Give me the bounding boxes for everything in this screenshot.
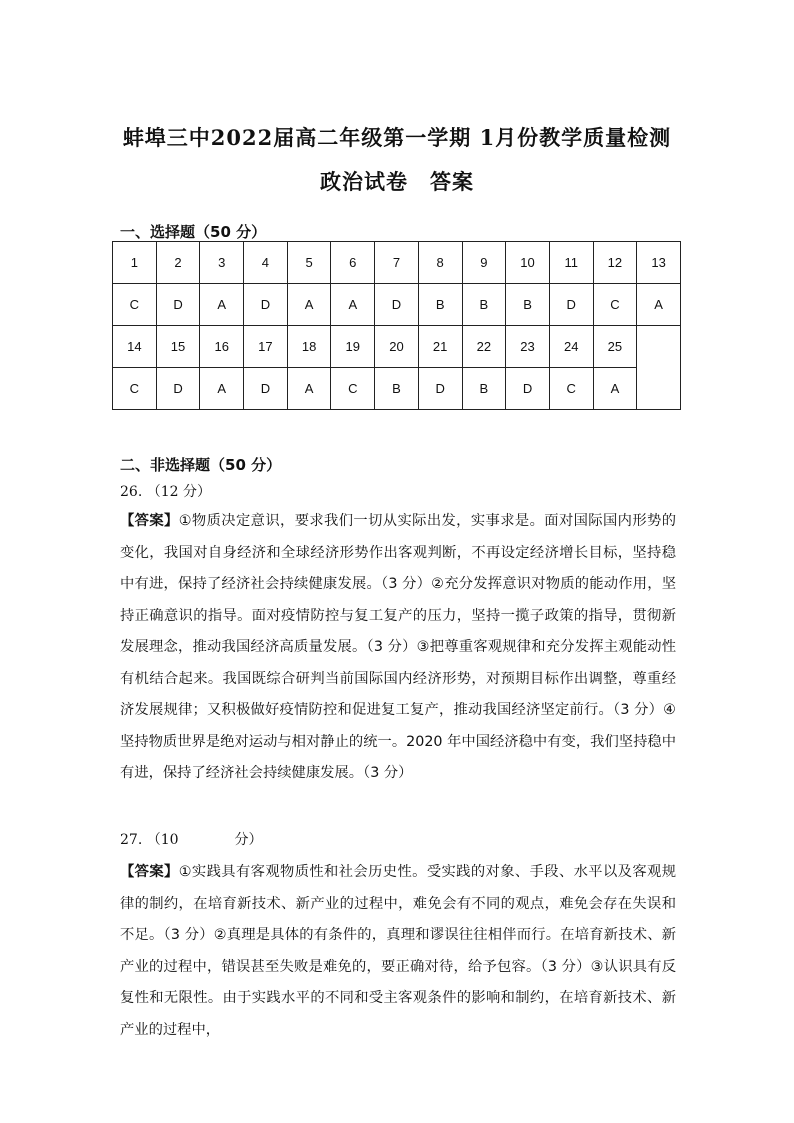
answer-tag: 【答案】 — [120, 513, 179, 529]
table-cell: 6 — [331, 242, 375, 284]
table-cell: A — [287, 368, 331, 410]
table-cell: D — [506, 368, 550, 410]
multiple-choice-answer-table — [112, 241, 681, 410]
table-cell: B — [506, 284, 550, 326]
table-cell: 8 — [418, 242, 462, 284]
table-cell: 25 — [593, 326, 637, 368]
table-cell: C — [113, 284, 157, 326]
table-cell: A — [200, 284, 244, 326]
table-cell: 23 — [506, 326, 550, 368]
question-26-label: 26. （12 分） — [120, 484, 211, 500]
table-cell: 3 — [200, 242, 244, 284]
table-cell: D — [244, 368, 288, 410]
table-cell: 20 — [375, 326, 419, 368]
question-26-answer — [120, 506, 676, 790]
table-cell: D — [156, 368, 200, 410]
table-cell: C — [331, 368, 375, 410]
table-row-answers-1 — [113, 284, 681, 326]
table-cell: 13 — [637, 242, 681, 284]
table-cell: 19 — [331, 326, 375, 368]
table-cell: A — [637, 284, 681, 326]
table-cell: 11 — [549, 242, 593, 284]
table-cell: 21 — [418, 326, 462, 368]
section-heading-non-choice: 二、非选择题（50 分） — [120, 456, 282, 474]
table-cell: D — [549, 284, 593, 326]
table-cell: D — [375, 284, 419, 326]
table-cell: A — [593, 368, 637, 410]
table-cell: 9 — [462, 242, 506, 284]
answer-text: ①实践具有客观物质性和社会历史性。受实践的对象、手段、水平以及客观规律的制约，在培育新技术、新产业的过程中，难免会有不同的观点，难免会存在失误和不足。（3 分）②真理是具体的有条件的，真理和谬误往往相伴而行。在培育新技术、新产业的过程中，错误甚至失败是难免的，要正确对待，给予包容。（3 分）③认识具有反复性和无限性。由于实践水平的不同和受主客观条件的影响和制约，在培育新技术、新产业的过程中， — [120, 864, 676, 1038]
table-cell: D — [418, 368, 462, 410]
table-cell: 1 — [113, 242, 157, 284]
table-cell: B — [462, 368, 506, 410]
question-27-label: 27. （10 分） — [120, 832, 263, 848]
table-cell: A — [287, 284, 331, 326]
answer-tag: 【答案】 — [120, 864, 179, 880]
answer-text: ①物质决定意识，要求我们一切从实际出发，实事求是。面对国际国内形势的变化，我国对自身经济和全球经济形势作出客观判断，不再设定经济增长目标，坚持稳中有进，保持了经济社会持续健康发展。（3 分）②充分发挥意识对物质的能动作用，坚持正确意识的指导。面对疫情防控与复工复产的压力，坚持一揽子政策的指导，贯彻新发展理念，推动我国经济高质量发展。（3 分）③把尊重客观规律和充分发挥主观能动性有机结合起来。我国既综合研判当前国际国内经济形势，对预期目标作出调整，尊重经济发展规律；又积极做好疫情防控和促进复工复产，推动我国经济坚定前行。（3 分）④坚持物质世界是绝对运动与相对静止的统一。2020 年中国经济稳中有变，我们坚持稳中有进，保持了经济社会持续健康发展。（3 分） — [120, 513, 676, 781]
table-cell: 4 — [244, 242, 288, 284]
table-cell: C — [593, 284, 637, 326]
table-cell: 15 — [156, 326, 200, 368]
table-row-answers-2 — [113, 368, 681, 410]
page-subtitle: 政治试卷 答案 — [320, 169, 474, 194]
page-title: 蚌埠三中2022届高二年级第一学期 1月份教学质量检测 — [122, 125, 672, 150]
table-cell-empty — [637, 326, 681, 410]
table-row-numbers-1 — [113, 242, 681, 284]
section-heading-choice: 一、选择题（50 分） — [120, 223, 267, 241]
table-cell: D — [156, 284, 200, 326]
table-cell: A — [331, 284, 375, 326]
table-cell: B — [462, 284, 506, 326]
table-cell: 16 — [200, 326, 244, 368]
table-cell: B — [418, 284, 462, 326]
table-cell: 2 — [156, 242, 200, 284]
table-cell: 5 — [287, 242, 331, 284]
table-row-numbers-2 — [113, 326, 681, 368]
table-cell: B — [375, 368, 419, 410]
table-cell: 10 — [506, 242, 550, 284]
table-cell: 7 — [375, 242, 419, 284]
table-cell: 17 — [244, 326, 288, 368]
table-cell: A — [200, 368, 244, 410]
table-cell: C — [113, 368, 157, 410]
table-cell: 18 — [287, 326, 331, 368]
table-cell: C — [549, 368, 593, 410]
table-cell: 12 — [593, 242, 637, 284]
table-cell: 22 — [462, 326, 506, 368]
table-cell: 14 — [113, 326, 157, 368]
question-27-answer — [120, 857, 676, 1046]
table-cell: 24 — [549, 326, 593, 368]
table-cell: D — [244, 284, 288, 326]
